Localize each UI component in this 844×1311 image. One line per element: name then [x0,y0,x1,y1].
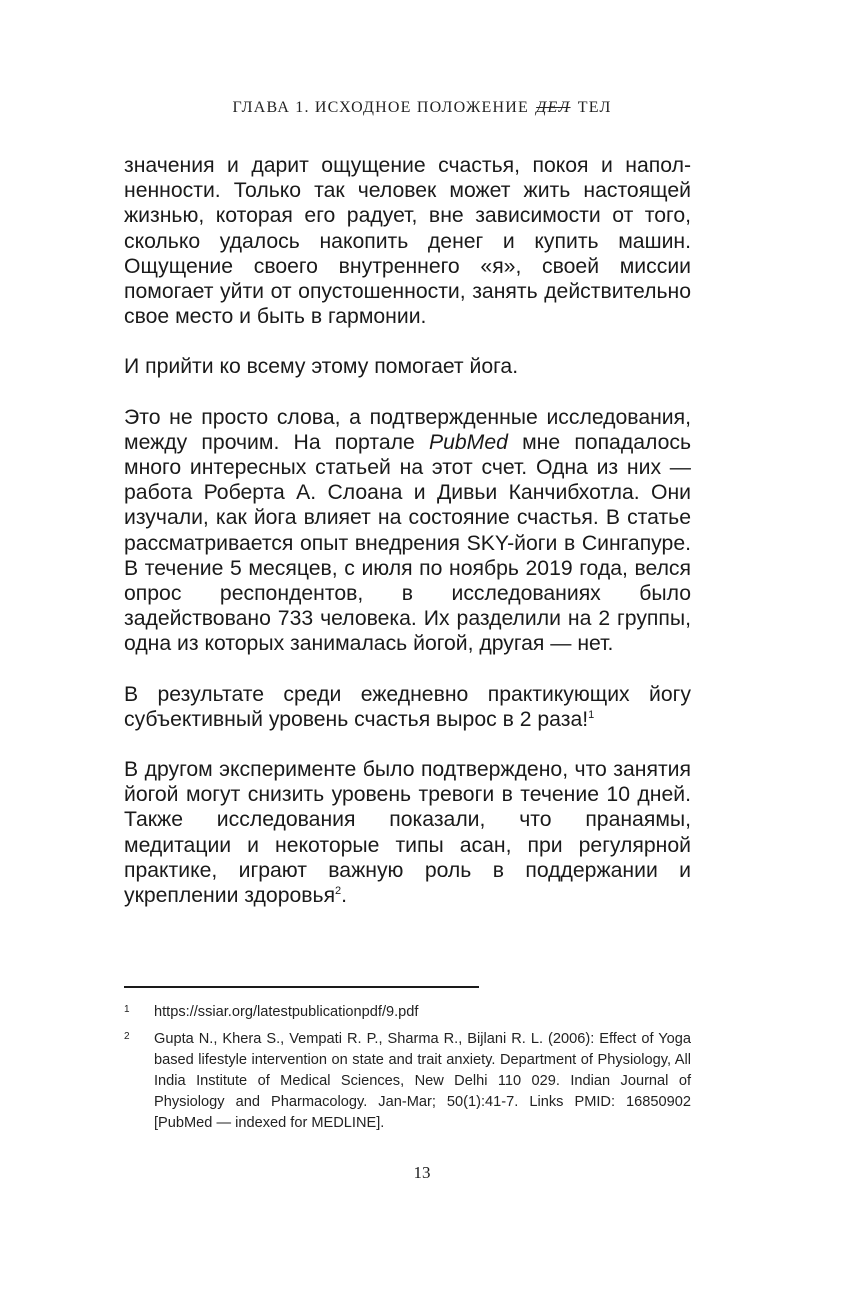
footnote-link[interactable]: https://ssiar.org/latestpublicationpdf/9.pdf [154,1004,419,1020]
footnote-number: 1 [124,1004,130,1015]
footnote-1 [124,1002,691,1023]
paragraph-5-text: В другом эксперименте было подтверждено, что занятия йогой могут снизить уровень тревоги в течение 10 дней. Также исследования показали, что пранаямы, медитации и некоторые типы асан, при регулярной практике, играют важную роль в поддержании и укреплении здоровья [124,758,691,908]
footnote-divider [124,986,479,988]
footnote-number: 2 [124,1031,130,1042]
page-number: 13 [413,1163,431,1182]
footnote-text: Gupta N., Khera S., Vempati R. P., Sharma R., Bijlani R. L. (2006): Effect of Yoga based lifestyle intervention on state and trait anxiety. Department of Physiology, All India Institute of Medical Sciences, New Delhi 110 029. Indian Journal of Physiology and Pharmacology. Jan-Mar; 50(1):41-7. Links PMID: 16850902 [PubMed — indexed for MEDLINE]. [154,1031,691,1131]
paragraph-1: значения и дарит ощущение счастья, покоя и наполненности. Только так человек может жить настоящей жизнью, которая его радует, вне зависимости от того, сколько удалось накопить денег и купить машин. Ощущение своего внутреннего «я», своей миссии помогает уйти от опустошенности, занять действительно свое место и быть в гармонии. [124,154,691,329]
paragraph-3 [124,405,691,657]
struck-word: ДЕЛ [536,99,571,116]
body-text [124,153,691,908]
paragraph-3-end: мне попадалось много интересных статьей на этот счет. Одна из них — работа Роберта А. Слоана и Дивьи Канчибхотла. Они изучали, как йога влияет на состояние счастья. В статье рассматривается опыт внедрения SKY-йоги в Сингапуре. В течение 5 месяцев, с июля по ноябрь 2019 года, велся опрос респондентов, в исследованиях было задействовано 733 человека. Их разделили на 2 группы, одна из которых занималась йогой, другая — нет. [124,430,691,656]
paragraph-5 [124,757,691,908]
chapter-label: ГЛАВА 1. [232,99,310,116]
paragraph-2: И прийти ко всему этому помогает йога. [124,355,519,379]
paragraph-4-text: В результате среди ежедневно практикующих йогу субъективный уровень счастья вырос в 2 раза! [124,682,691,731]
paragraph-3-start: Это не просто слова, а подтвержденные исследования, между прочим. На портале [124,405,691,454]
chapter-title: ИСХОДНОЕ ПОЛОЖЕНИЕ [314,99,529,116]
pubmed-emphasis: PubMed [428,430,508,454]
chapter-title-end: ТЕЛ [577,99,612,116]
footnote-ref-1[interactable]: 1 [588,708,595,721]
footnote-2 [124,1029,691,1134]
footnotes [124,1002,691,1140]
paragraph-5-end: . [341,884,348,908]
footnote-ref-2[interactable]: 2 [335,885,342,898]
running-header [0,99,844,117]
paragraph-4 [124,682,691,732]
